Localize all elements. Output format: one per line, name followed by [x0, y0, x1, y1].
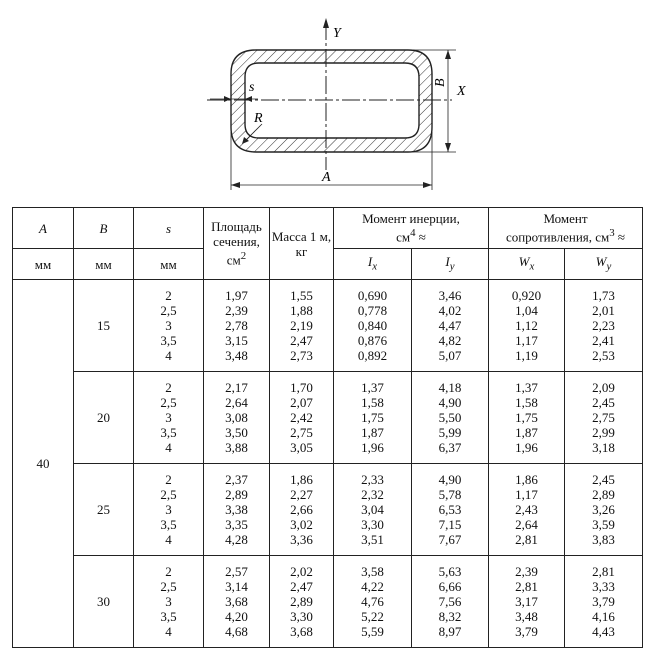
ix-sub: x	[372, 260, 378, 273]
inertia-approx: ≈	[415, 229, 426, 245]
wx-values	[489, 280, 565, 372]
cell-value: 3,88	[225, 440, 248, 455]
cell-value: 4,43	[592, 624, 615, 639]
cell-value: 1,87	[515, 425, 538, 440]
header-wx	[489, 249, 565, 280]
cell-value: 2,07	[290, 395, 313, 410]
iy-values	[412, 464, 489, 556]
cell-value: 4,90	[438, 472, 462, 487]
tube-spec-table	[12, 207, 643, 648]
cell-value: 2,57	[225, 564, 248, 579]
cell-value: 1,58	[361, 395, 384, 410]
cell-value: 2,53	[592, 348, 615, 363]
cell-value: 3,5	[160, 333, 177, 348]
cell-value: 2,89	[592, 487, 615, 502]
header-ix	[334, 249, 412, 280]
cell-value: 8,32	[438, 609, 462, 624]
label-b: B	[433, 78, 448, 87]
inertia-unit: см	[396, 229, 411, 245]
cell-value: 4	[165, 440, 172, 455]
axis-y-label: Y	[333, 26, 341, 41]
cell-value: 3,68	[225, 594, 248, 609]
wx-values	[489, 556, 565, 648]
cell-value: 1,04	[515, 303, 538, 318]
cell-value: 2,42	[290, 410, 313, 425]
inertia-label: Момент инерции,	[362, 211, 460, 227]
b-value: 25	[74, 464, 134, 556]
ix-values	[334, 556, 412, 648]
cell-value: 2,5	[160, 487, 177, 502]
cell-value: 2,19	[290, 318, 313, 333]
b-value: 20	[74, 372, 134, 464]
label-s: s	[249, 80, 255, 95]
cell-value: 3	[165, 318, 172, 333]
cell-value: 5,78	[438, 487, 462, 502]
cell-value: 4,90	[438, 395, 462, 410]
b-value: 30	[74, 556, 134, 648]
cell-value: 4,22	[361, 579, 384, 594]
cell-value: 2,5	[160, 303, 177, 318]
cell-value: 1,88	[290, 303, 313, 318]
wy-values	[565, 280, 643, 372]
data-group-row	[13, 372, 643, 464]
cell-value: 3,83	[592, 532, 615, 547]
cell-value: 4,82	[438, 333, 462, 348]
label-a: A	[322, 170, 331, 185]
cell-value: 1,12	[515, 318, 538, 333]
cell-value: 2	[165, 288, 172, 303]
wx-values	[489, 372, 565, 464]
unit-s: мм	[134, 249, 204, 280]
data-group-row	[13, 280, 643, 372]
cell-value: 2,37	[225, 472, 248, 487]
cell-value: 3,38	[225, 502, 248, 517]
cell-value: 2	[165, 564, 172, 579]
cell-value: 4,16	[592, 609, 615, 624]
cell-value: 4,28	[225, 532, 248, 547]
cell-value: 3,50	[225, 425, 248, 440]
cell-value: 3,14	[225, 579, 248, 594]
a-arrow-left	[231, 182, 240, 188]
cell-value: 2,17	[225, 380, 248, 395]
cell-value: 3	[165, 594, 172, 609]
iy-values	[412, 556, 489, 648]
b-value: 15	[74, 280, 134, 372]
s-values	[134, 464, 204, 556]
ix-values	[334, 464, 412, 556]
cell-value: 5,99	[438, 425, 462, 440]
cell-value: 7,56	[438, 594, 462, 609]
cell-value: 5,63	[438, 564, 462, 579]
iy-values	[412, 280, 489, 372]
cell-value: 3	[165, 410, 172, 425]
cell-value: 2	[165, 380, 172, 395]
wy-values	[565, 372, 643, 464]
cell-value: 1,87	[361, 425, 384, 440]
resist-approx: ≈	[614, 229, 626, 245]
iy-values	[412, 372, 489, 464]
cell-value: 2,47	[290, 333, 313, 348]
cell-value: 1,96	[361, 440, 384, 455]
iy-symbol: I	[445, 253, 450, 269]
cell-value: 2,64	[225, 395, 248, 410]
inertia-unit-sup: 4	[410, 227, 416, 240]
cell-value: 2,81	[592, 564, 615, 579]
header-inertia	[334, 208, 489, 249]
cell-value: 3,30	[290, 609, 313, 624]
cell-value: 0,778	[357, 303, 388, 318]
cell-value: 1,58	[515, 395, 538, 410]
cell-value: 3,58	[361, 564, 384, 579]
cell-value: 5,50	[438, 410, 462, 425]
cell-value: 1,70	[290, 380, 313, 395]
cell-value: 1,86	[290, 472, 313, 487]
cell-value: 4,02	[438, 303, 462, 318]
ix-values	[334, 280, 412, 372]
cell-value: 3,68	[290, 624, 313, 639]
s-values	[134, 280, 204, 372]
cell-value: 2,23	[592, 318, 615, 333]
cell-value: 1,55	[290, 288, 313, 303]
cell-value: 2,73	[290, 348, 313, 363]
a-arrow-right	[423, 182, 432, 188]
cell-value: 0,892	[357, 348, 388, 363]
cell-value: 3,46	[438, 288, 462, 303]
cell-value: 2,5	[160, 579, 177, 594]
header-mass: Масса 1 м, кг	[270, 208, 334, 280]
cell-value: 2,32	[361, 487, 384, 502]
area-values	[204, 556, 270, 648]
cell-value: 1,19	[515, 348, 538, 363]
cell-value: 2,66	[290, 502, 313, 517]
cell-value: 0,876	[357, 333, 388, 348]
cell-value: 1,17	[515, 333, 538, 348]
cell-value: 3,5	[160, 517, 177, 532]
cell-value: 1,37	[515, 380, 538, 395]
cell-value: 4,18	[438, 380, 462, 395]
cell-value: 0,840	[357, 318, 388, 333]
cell-value: 7,67	[438, 532, 462, 547]
cell-value: 1,75	[361, 410, 384, 425]
cell-value: 2,41	[592, 333, 615, 348]
cell-value: 2,99	[592, 425, 615, 440]
cell-value: 3,36	[290, 532, 313, 547]
cell-value: 1,96	[515, 440, 538, 455]
cell-value: 3,59	[592, 517, 615, 532]
cell-value: 2,39	[225, 303, 248, 318]
tube-wall	[231, 50, 432, 152]
ix-symbol: I	[367, 253, 373, 269]
cell-value: 0,920	[511, 288, 542, 303]
data-group-row	[13, 556, 643, 648]
header-row-1	[13, 208, 643, 249]
wx-sub: x	[529, 260, 535, 273]
a-value: 40	[13, 280, 74, 648]
cell-value: 3,35	[225, 517, 248, 532]
cell-value: 1,75	[515, 410, 538, 425]
cell-value: 3,48	[515, 609, 538, 624]
data-group-row	[13, 464, 643, 556]
cell-value: 2,75	[290, 425, 313, 440]
header-b: B	[74, 208, 134, 249]
cell-value: 4,20	[225, 609, 248, 624]
cell-value: 3,04	[361, 502, 384, 517]
cell-value: 4	[165, 532, 172, 547]
area-unit: см	[226, 252, 241, 268]
cell-value: 1,86	[515, 472, 538, 487]
cell-value: 3,02	[290, 517, 313, 532]
cell-value: 3,26	[592, 502, 615, 517]
cell-value: 2,45	[592, 395, 615, 410]
tube-section-drawing	[0, 0, 654, 205]
s-arrow-right	[245, 96, 252, 102]
mass-values	[270, 464, 334, 556]
cell-value: 0,690	[357, 288, 388, 303]
cell-value: 6,66	[438, 579, 462, 594]
cell-value: 3,79	[515, 624, 538, 639]
area-values	[204, 464, 270, 556]
cell-value: 5,59	[361, 624, 384, 639]
s-values	[134, 556, 204, 648]
resist-label-2: сопротивления, см	[505, 229, 610, 245]
cell-value: 2,43	[515, 502, 538, 517]
cell-value: 3,33	[592, 579, 615, 594]
header-a: A	[13, 208, 74, 249]
wx-values	[489, 464, 565, 556]
cell-value: 2,89	[225, 487, 248, 502]
cell-value: 5,07	[438, 348, 462, 363]
cell-value: 2,33	[361, 472, 384, 487]
cell-value: 2,45	[592, 472, 615, 487]
cell-value: 1,97	[225, 288, 248, 303]
cell-value: 2,81	[515, 532, 538, 547]
cell-value: 2,5	[160, 395, 177, 410]
area-label: Площадь сечения,	[211, 219, 262, 250]
cell-value: 2,75	[592, 410, 615, 425]
b-arrow-bottom	[445, 143, 451, 152]
cell-value: 1,37	[361, 380, 384, 395]
cell-value: 3,17	[515, 594, 538, 609]
area-values	[204, 280, 270, 372]
cell-value: 6,53	[438, 502, 462, 517]
wy-symbol: W	[595, 253, 607, 269]
resist-label: Момент	[543, 211, 588, 227]
cell-value: 2,01	[592, 303, 615, 318]
cell-value: 2,27	[290, 487, 313, 502]
ix-values	[334, 372, 412, 464]
unit-a: мм	[13, 249, 74, 280]
cell-value: 5,22	[361, 609, 384, 624]
cell-value: 4	[165, 348, 172, 363]
s-arrow-left	[224, 96, 231, 102]
header-resistance	[489, 208, 643, 249]
wy-sub: y	[606, 260, 612, 273]
cell-value: 7,15	[438, 517, 462, 532]
area-unit-sup: 2	[240, 250, 247, 263]
cell-value: 3,15	[225, 333, 248, 348]
axis-x-label: X	[457, 84, 466, 99]
cell-value: 1,73	[592, 288, 615, 303]
cell-value: 2,39	[515, 564, 538, 579]
resist-unit-sup: 3	[609, 227, 615, 240]
mass-values	[270, 556, 334, 648]
area-values	[204, 372, 270, 464]
cell-value: 3	[165, 502, 172, 517]
header-iy	[412, 249, 489, 280]
cell-value: 1,17	[515, 487, 538, 502]
cell-value: 2,02	[290, 564, 313, 579]
cell-value: 4	[165, 624, 172, 639]
iy-sub: y	[449, 260, 455, 273]
cell-value: 4,47	[438, 318, 462, 333]
cell-value: 3,5	[160, 609, 177, 624]
cell-value: 3,05	[290, 440, 313, 455]
wy-values	[565, 464, 643, 556]
mass-values	[270, 280, 334, 372]
cell-value: 3,08	[225, 410, 248, 425]
cell-value: 4,68	[225, 624, 248, 639]
wy-values	[565, 556, 643, 648]
cell-value: 2,47	[290, 579, 313, 594]
cell-value: 3,48	[225, 348, 248, 363]
cell-value: 3,79	[592, 594, 615, 609]
cell-value: 2,89	[290, 594, 313, 609]
cell-value: 2	[165, 472, 172, 487]
cell-value: 3,18	[592, 440, 615, 455]
unit-b: мм	[74, 249, 134, 280]
cell-value: 3,5	[160, 425, 177, 440]
header-wy	[565, 249, 643, 280]
cell-value: 2,64	[515, 517, 538, 532]
cell-value: 2,78	[225, 318, 248, 333]
cell-value: 3,51	[361, 532, 384, 547]
label-r: R	[254, 111, 263, 126]
cell-value: 2,09	[592, 380, 615, 395]
mass-values	[270, 372, 334, 464]
y-axis-arrow	[323, 18, 329, 28]
s-values	[134, 372, 204, 464]
wx-symbol: W	[518, 253, 530, 269]
cell-value: 3,30	[361, 517, 384, 532]
cell-value: 8,97	[438, 624, 462, 639]
cell-value: 6,37	[438, 440, 462, 455]
header-area	[204, 208, 270, 280]
header-s: s	[134, 208, 204, 249]
b-arrow-top	[445, 50, 451, 59]
cell-value: 2,81	[515, 579, 538, 594]
cell-value: 4,76	[361, 594, 384, 609]
